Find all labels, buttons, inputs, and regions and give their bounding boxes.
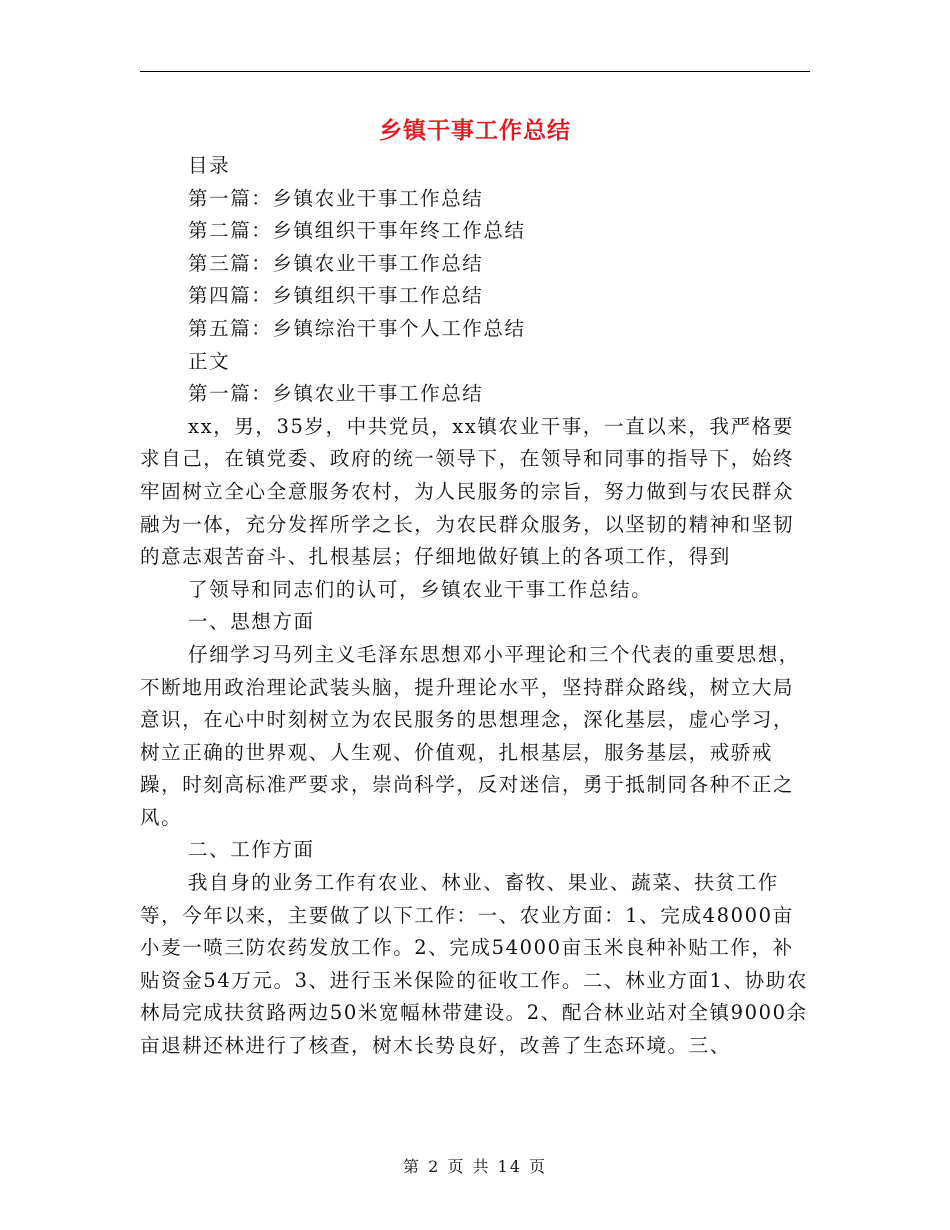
toc-item-2[interactable]: 第二篇：乡镇组织干事年终工作总结 xyxy=(188,219,526,243)
page-number: 第 2 页 共 14 页 xyxy=(403,1157,547,1176)
toc-item-5[interactable]: 第五篇：乡镇综治干事个人工作总结 xyxy=(188,316,526,340)
section-title: 第一篇：乡镇农业干事工作总结 xyxy=(188,382,484,406)
document-body xyxy=(140,150,812,1063)
toc-item-1[interactable]: 第一篇：乡镇农业干事工作总结 xyxy=(188,186,484,210)
toc-item-4[interactable]: 第四篇：乡镇组织干事工作总结 xyxy=(188,284,484,308)
toc-item-3[interactable]: 第三篇：乡镇农业干事工作总结 xyxy=(188,251,484,275)
document-title: 乡镇干事工作总结 xyxy=(379,117,571,144)
body-heading: 正文 xyxy=(188,349,231,373)
subheading-work: 二、工作方面 xyxy=(188,838,315,862)
subheading-thought: 一、思想方面 xyxy=(188,610,315,634)
toc-heading: 目录 xyxy=(188,154,231,177)
paragraph-work: 我自身的业务工作有农业、林业、畜牧、果业、蔬菜、扶贫工作等，今年以来，主要做了以下工作：一、农业方面：1、完成48000亩小麦一喷三防农药发放工作。2、完成54000亩玉米良种补贴工作，补贴资金54万元。3、进行玉米保险的征收工作。二、林业方面1、协助农林局完成扶贫路两边50米宽幅林带建设。2、配合林业站对全镇9000余亩退耕还林进行了核查，树木长势良好，改善了生态环境。三、 xyxy=(140,871,808,1058)
header-rule xyxy=(140,71,810,72)
paragraph-intro: xx，男，35岁，中共党员，xx镇农业干事，一直以来，我严格要求自己，在镇党委、政府的统一领导下，在领导和同事的指导下，始终牢固树立全心全意服务农村，为人民服务的宗旨，努力做到与农民群众融为一体，充分发挥所学之长，为农民群众服务，以坚韧的精神和坚韧的意志艰苦奋斗、扎根基层；仔细地做好镇上的各项工作，得到 xyxy=(140,414,795,569)
paragraph-thought: 仔细学习马列主义毛泽东思想邓小平理论和三个代表的重要思想，不断地用政治理论武装头脑，提升理论水平，坚持群众路线，树立大局意识，在心中时刻树立为农民服务的思想理念，深化基层，虚心学习，树立正确的世界观、人生观、价值观，扎根基层，服务基层，戒骄戒躁，时刻高标准严要求，崇尚科学，反对迷信，勇于抵制同各种不正之风。 xyxy=(140,642,800,829)
paragraph-continuation: 了领导和同志们的认可，乡镇农业干事工作总结。 xyxy=(188,577,653,601)
